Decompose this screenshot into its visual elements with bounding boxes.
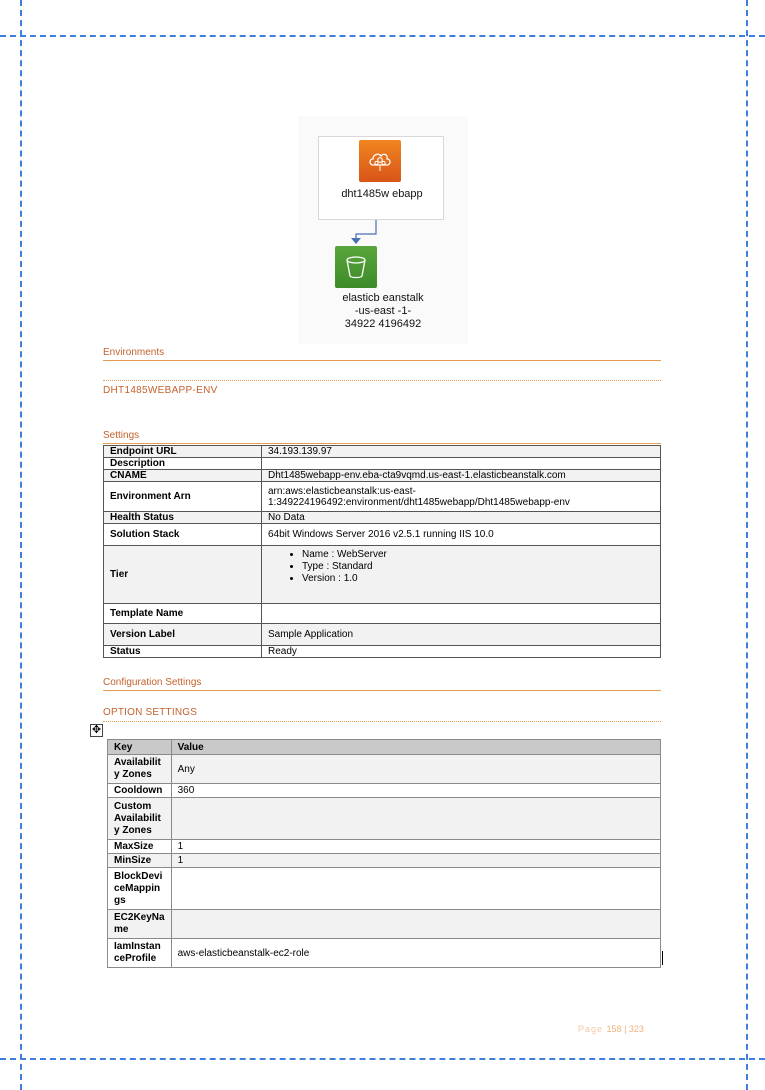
option-key-line: y Zones — [114, 769, 152, 780]
option-value — [171, 910, 660, 939]
option-key-line: Availabilit — [114, 812, 161, 824]
option-key — [108, 798, 172, 840]
setting-value: No Data — [262, 512, 661, 524]
setting-key: Endpoint URL — [104, 446, 262, 458]
option-value: 1 — [171, 840, 660, 854]
table-row — [108, 868, 661, 910]
option-settings-table — [107, 739, 661, 968]
table-row — [104, 512, 661, 524]
table-row — [108, 784, 661, 798]
option-key-line: Availabilit — [114, 757, 161, 768]
option-key-line: gs — [114, 894, 126, 906]
setting-value: 34.193.139.97 — [262, 446, 661, 458]
page-footer — [578, 1024, 644, 1034]
table-row — [104, 646, 661, 658]
bucket-node-label — [298, 292, 468, 331]
table-row — [104, 470, 661, 482]
setting-key: Version Label — [104, 624, 262, 646]
option-key — [108, 755, 172, 784]
elastic-beanstalk-icon — [359, 140, 401, 182]
table-header-row — [108, 740, 661, 755]
setting-value — [262, 482, 661, 512]
page-label: Page — [578, 1024, 604, 1034]
option-key-line: IamInstan — [114, 941, 161, 952]
list-item: • Type : Standard — [302, 561, 654, 573]
setting-key: CNAME — [104, 470, 262, 482]
page-margin-right — [746, 0, 748, 1090]
bucket-label-line-1: elasticb eanstalk — [342, 292, 424, 304]
setting-value — [262, 458, 661, 470]
table-row — [104, 458, 661, 470]
settings-table — [103, 445, 661, 658]
page-margin-left — [20, 0, 22, 1090]
heading-environment-name: DHT1485WEBAPP-ENV — [103, 385, 218, 396]
table-row — [108, 755, 661, 784]
page-number: 158 | 323 — [606, 1024, 644, 1034]
option-value: Any — [171, 755, 660, 784]
setting-value: Dht1485webapp-env.eba-cta9vqmd.us-east-1.elasticbeanstalk.com — [262, 470, 661, 482]
arn-line-1: arn:aws:elasticbeanstalk:us-east- — [268, 485, 416, 497]
s3-bucket-icon[interactable] — [335, 246, 377, 288]
app-node-label: dht1485w ebapp — [341, 188, 423, 200]
heading-environments: Environments — [103, 347, 661, 361]
table-row — [104, 546, 661, 604]
architecture-diagram — [298, 116, 468, 344]
option-key: Cooldown — [108, 784, 172, 798]
table-row — [104, 524, 661, 546]
setting-key: Status — [104, 646, 262, 658]
setting-key: Tier — [104, 546, 262, 604]
option-value — [171, 798, 660, 840]
option-value: aws-elasticbeanstalk-ec2-role — [171, 939, 660, 968]
option-key-line: EC2KeyNa — [114, 912, 165, 923]
tier-list — [268, 549, 654, 585]
setting-value — [262, 604, 661, 624]
option-value — [171, 868, 660, 910]
table-row — [108, 939, 661, 968]
setting-key: Health Status — [104, 512, 262, 524]
table-row — [108, 910, 661, 939]
text-cursor — [662, 951, 663, 965]
bucket-label-line-3: 34922 4196492 — [344, 318, 422, 330]
option-key-line: me — [114, 924, 129, 935]
table-row — [104, 624, 661, 646]
option-value: 360 — [171, 784, 660, 798]
table-row — [104, 446, 661, 458]
heading-option-settings: OPTION SETTINGS — [103, 707, 661, 722]
option-key-line: Custom — [114, 800, 152, 812]
option-key-line: BlockDevi — [114, 870, 163, 882]
table-move-icon[interactable]: ✥ — [91, 724, 102, 736]
column-header-key: Key — [108, 740, 172, 755]
beanstalk-app-node[interactable] — [318, 136, 444, 220]
column-header-value: Value — [171, 740, 660, 755]
bucket-label-line-2: -us-east -1- — [354, 305, 412, 317]
option-key — [108, 910, 172, 939]
option-key — [108, 939, 172, 968]
table-row — [108, 854, 661, 868]
setting-value — [262, 546, 661, 604]
option-key-line: y Zones — [114, 824, 152, 836]
option-key: MaxSize — [108, 840, 172, 854]
option-key-line: ceProfile — [114, 953, 157, 964]
table-row — [104, 482, 661, 512]
dotted-divider — [103, 380, 661, 381]
setting-key: Environment Arn — [104, 482, 262, 512]
list-item: • Name : WebServer — [302, 549, 654, 561]
option-key-line: ceMappin — [114, 882, 161, 894]
setting-key: Description — [104, 458, 262, 470]
setting-key: Solution Stack — [104, 524, 262, 546]
page-margin-top — [0, 35, 765, 37]
table-row — [104, 604, 661, 624]
setting-value: Sample Application — [262, 624, 661, 646]
table-row — [108, 798, 661, 840]
table-row — [108, 840, 661, 854]
heading-settings: Settings — [103, 430, 661, 444]
setting-key: Template Name — [104, 604, 262, 624]
setting-value: 64bit Windows Server 2016 v2.5.1 running IIS 10.0 — [262, 524, 661, 546]
option-key: MinSize — [108, 854, 172, 868]
list-item: • Version : 1.0 — [302, 573, 654, 585]
page-margin-bottom — [0, 1058, 765, 1060]
option-value: 1 — [171, 854, 660, 868]
arn-line-2: 1:349224196492:environment/dht1485webapp/Dht1485webapp-env — [268, 496, 570, 508]
setting-value: Ready — [262, 646, 661, 658]
heading-configuration-settings: Configuration Settings — [103, 677, 661, 691]
option-key — [108, 868, 172, 910]
